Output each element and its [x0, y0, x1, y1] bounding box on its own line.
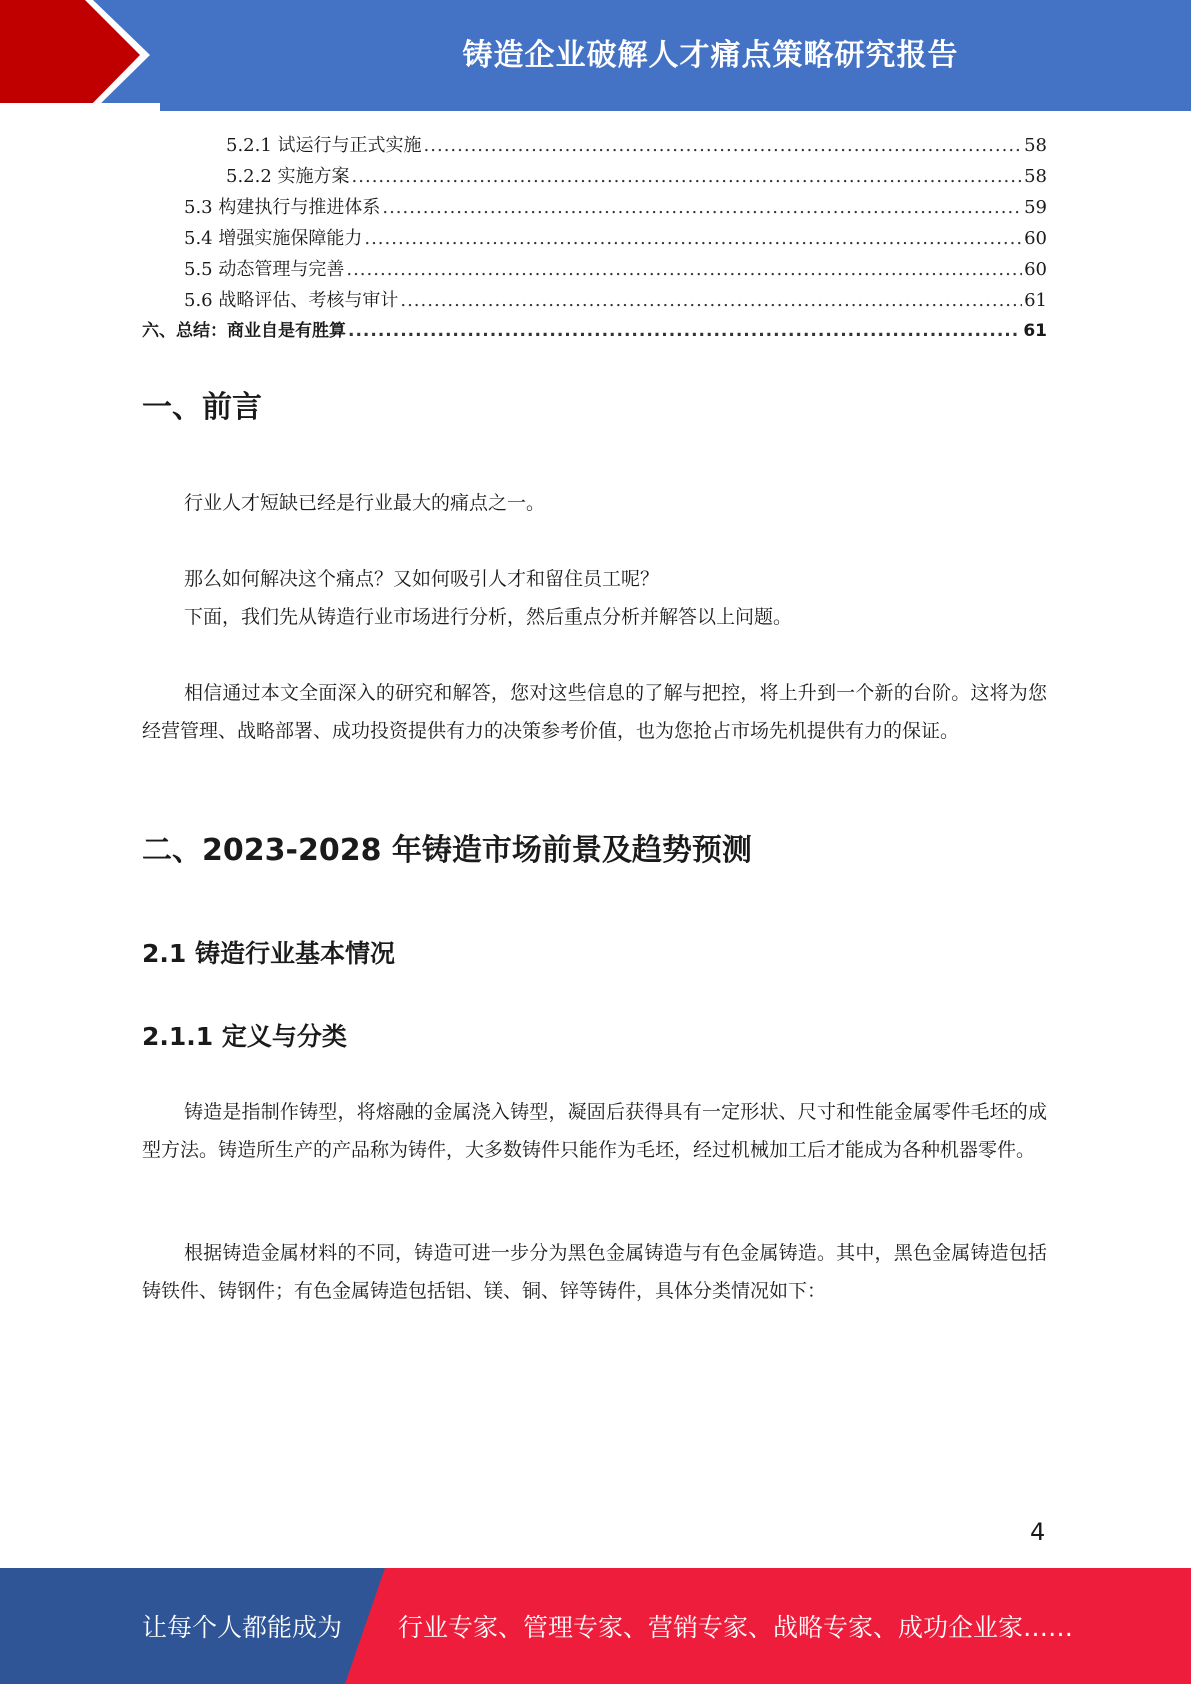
toc-entry-page: 59	[1024, 197, 1047, 218]
paragraph: 那么如何解决这个痛点？又如何吸引人才和留住员工呢？	[184, 568, 660, 590]
toc-entry-label: 5.2.2 实施方案	[226, 166, 350, 187]
toc-entry-page: 58	[1024, 135, 1047, 156]
toc-entry-page: 61	[1024, 290, 1047, 311]
toc-entry[interactable]	[142, 161, 1047, 192]
paragraph: 行业人才短缺已经是行业最大的痛点之一。	[184, 492, 546, 514]
toc-entry-label: 六、总结：商业自是有胜算	[142, 321, 346, 341]
toc-entry-page: 60	[1024, 259, 1047, 280]
toc-leader-dots	[346, 254, 1022, 285]
toc-entry[interactable]	[142, 316, 1047, 347]
page-header	[0, 0, 1191, 111]
header-red-chevron	[0, 0, 160, 111]
toc-entry-label: 5.2.1 试运行与正式实施	[226, 135, 422, 156]
toc-leader-dots	[400, 285, 1022, 316]
footer-slogan-right: 行业专家、管理专家、营销专家、战略专家、成功企业家……	[398, 1613, 1074, 1642]
toc-entry[interactable]	[142, 254, 1047, 285]
toc-leader-dots	[364, 223, 1022, 254]
toc-entry-label: 5.4 增强实施保障能力	[184, 228, 363, 249]
toc-leader-dots	[348, 316, 1021, 347]
subsection-heading: 2.1 铸造行业基本情况	[142, 939, 395, 968]
header-title: 铸造企业破解人才痛点策略研究报告	[462, 37, 959, 73]
table-of-contents	[142, 130, 1047, 347]
toc-leader-dots	[382, 192, 1022, 223]
section-heading-preface: 一、前言	[142, 390, 262, 425]
subsubsection-heading: 2.1.1 定义与分类	[142, 1022, 347, 1051]
toc-entry-label: 5.6 战略评估、考核与审计	[184, 290, 399, 311]
footer-slogan-left: 让每个人都能成为	[142, 1613, 343, 1642]
toc-entry-label: 5.3 构建执行与推进体系	[184, 197, 381, 218]
toc-entry[interactable]	[142, 223, 1047, 254]
section-heading-market: 二、2023-2028 年铸造市场前景及趋势预测	[142, 833, 752, 868]
paragraph: 相信通过本文全面深入的研究和解答，您对这些信息的了解与把控，将上升到一个新的台阶。这将为您经营管理、战略部署、成功投资提供有力的决策参考价值，也为您抢占市场先机提供有力的保证。	[142, 682, 1047, 742]
page-number: 4	[1030, 1518, 1046, 1546]
toc-entry-page: 58	[1024, 166, 1047, 187]
toc-entry[interactable]	[142, 130, 1047, 161]
toc-entry[interactable]	[142, 192, 1047, 223]
toc-entry-label: 5.5 动态管理与完善	[184, 259, 345, 280]
paragraph: 铸造是指制作铸型，将熔融的金属浇入铸型，凝固后获得具有一定形状、尺寸和性能金属零件毛坯的成型方法。铸造所生产的产品称为铸件，大多数铸件只能作为毛坯，经过机械加工后才能成为各种机器零件。	[142, 1101, 1047, 1161]
toc-entry-page: 60	[1024, 228, 1047, 249]
toc-entry[interactable]	[142, 285, 1047, 316]
paragraph: 根据铸造金属材料的不同，铸造可进一步分为黑色金属铸造与有色金属铸造。其中，黑色金属铸造包括铸铁件、铸钢件；有色金属铸造包括铝、镁、铜、锌等铸件，具体分类情况如下：	[142, 1242, 1047, 1302]
toc-leader-dots	[424, 130, 1023, 161]
page-footer	[0, 1568, 1191, 1684]
toc-leader-dots	[352, 161, 1023, 192]
toc-entry-page: 61	[1023, 321, 1047, 341]
paragraph: 下面，我们先从铸造行业市场进行分析，然后重点分析并解答以上问题。	[184, 606, 793, 628]
